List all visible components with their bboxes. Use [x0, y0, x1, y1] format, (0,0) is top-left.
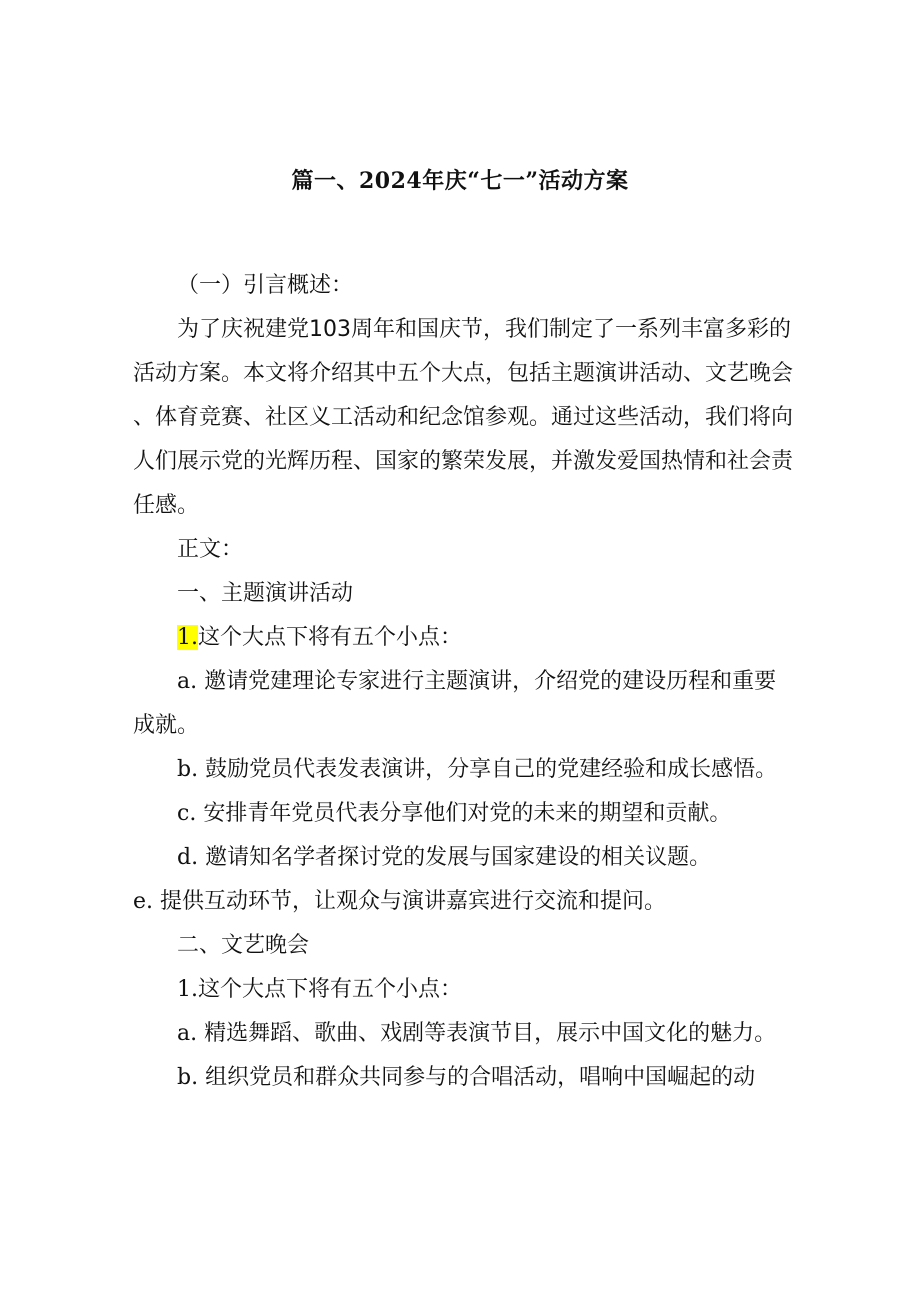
list-marker-d: d. — [177, 845, 199, 870]
speech-subpoint-intro — [133, 616, 793, 660]
gala-item-a-text: 精选舞蹈、歌曲、戏剧等表演节目，展示中国文化的魅力。 — [204, 1021, 777, 1046]
intro-paragraph: 为了庆祝建党103周年和国庆节，我们制定了一系列丰富多彩的活动方案。本文将介绍其中五个大点，包括主题演讲活动、文艺晚会、体育竞赛、社区义工活动和纪念馆参观。通过这些活动，我们将向人们展示党的光辉历程、国家的繁荣发展，并激发爱国热情和社会责任感。 — [133, 317, 794, 518]
list-marker-c: c. — [177, 801, 197, 826]
speech-item-e — [133, 880, 793, 924]
speech-item-a-text: 邀请党建理论专家进行主题演讲，介绍党的建设历程和重要成就。 — [133, 669, 777, 738]
gala-list-marker-b: b. — [177, 1065, 199, 1090]
gala-item-b-text: 组织党员和群众共同参与的合唱活动，唱响中国崛起的动 — [205, 1065, 756, 1090]
list-marker-b: b. — [177, 757, 199, 782]
highlighted-list-marker: 1. — [177, 625, 198, 650]
list-marker-1: 1. — [177, 977, 198, 1002]
speech-item-a — [133, 660, 793, 748]
speech-item-e-text: 提供互动环节，让观众与演讲嘉宾进行交流和提问。 — [160, 889, 667, 914]
gala-subpoint-intro-text: 这个大点下将有五个小点： — [198, 977, 463, 1002]
speech-item-c — [133, 792, 793, 836]
speech-item-d — [133, 836, 793, 880]
speech-item-d-text: 邀请知名学者探讨党的发展与国家建设的相关议题。 — [205, 845, 712, 870]
speech-item-b — [133, 748, 793, 792]
body-label: 正文： — [177, 537, 244, 562]
gala-subpoint-intro — [133, 968, 793, 1012]
section-intro-heading: （一）引言概述： — [177, 273, 354, 298]
section-heading-speech: 一、主题演讲活动 — [177, 581, 354, 606]
list-marker-a: a. — [177, 669, 198, 694]
section-heading-gala: 二、文艺晚会 — [177, 933, 310, 958]
speech-subpoint-intro-text: 这个大点下将有五个小点： — [198, 625, 463, 650]
gala-item-a — [133, 1012, 793, 1056]
speech-item-c-text: 安排青年党员代表分享他们对党的未来的期望和贡献。 — [203, 801, 732, 826]
list-marker-e: e. — [133, 889, 154, 914]
document-body — [133, 264, 793, 1100]
document-title: 篇一、2024年庆“七一”活动方案 — [291, 168, 629, 194]
gala-list-marker-a: a. — [177, 1021, 198, 1046]
speech-item-b-text: 鼓励党员代表发表演讲，分享自己的党建经验和成长感悟。 — [205, 757, 778, 782]
gala-item-b — [133, 1056, 793, 1100]
